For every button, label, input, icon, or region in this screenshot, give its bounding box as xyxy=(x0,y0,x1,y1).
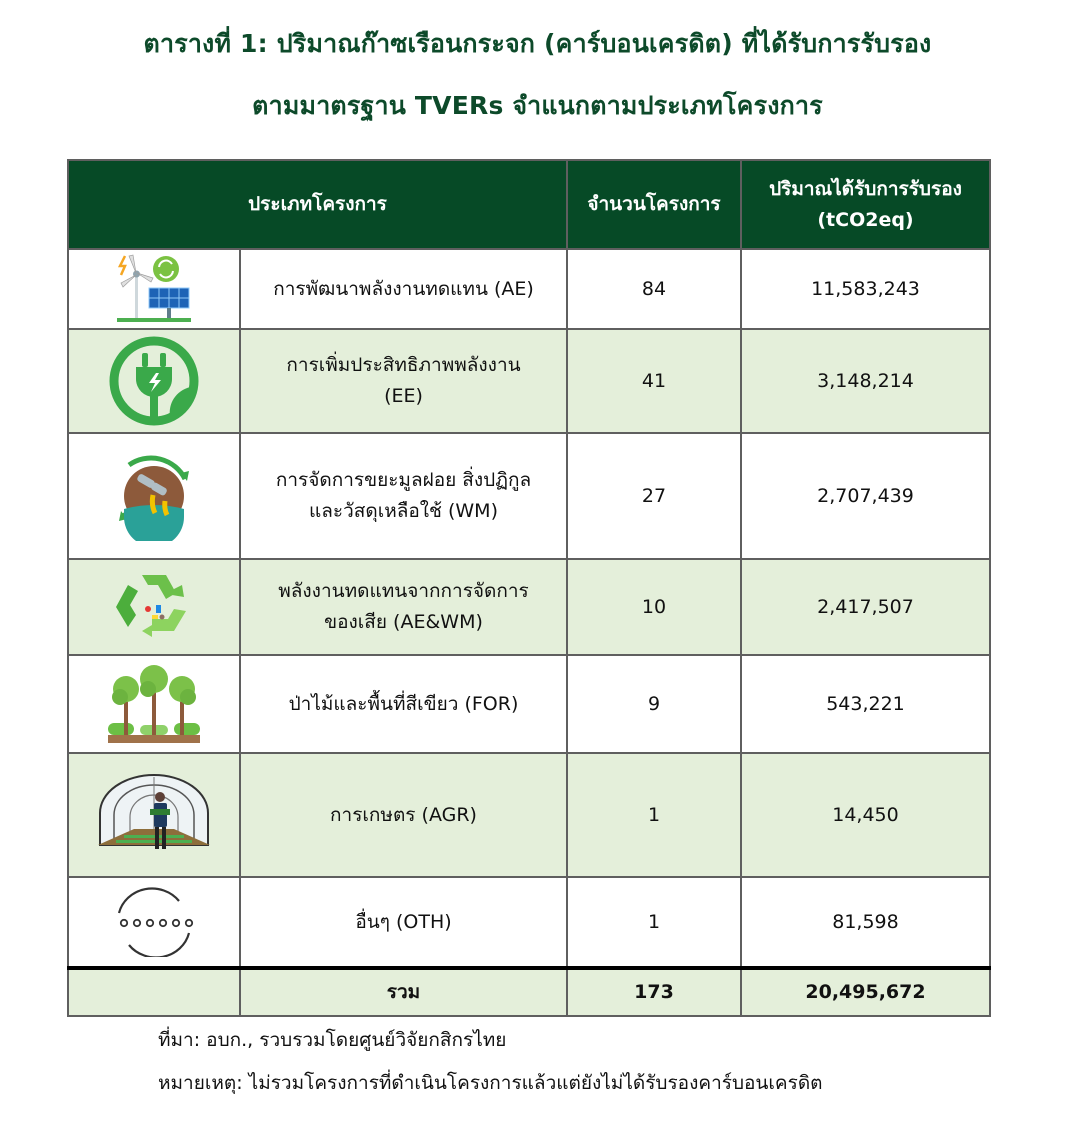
table-row xyxy=(68,753,990,877)
row-count: 1 xyxy=(567,753,741,877)
row-type-line1: การพัฒนาพลังงานทดแทน (AE) xyxy=(273,277,534,300)
header-project-count: จำนวนโครงการ xyxy=(567,160,741,249)
row-amount: 2,707,439 xyxy=(741,433,990,559)
row-type xyxy=(240,559,567,655)
row-type xyxy=(240,433,567,559)
source-note: ที่มา: อบก., รวบรวมโดยศูนย์วิจัยกสิกรไทย xyxy=(158,1029,507,1051)
row-amount: 543,221 xyxy=(741,655,990,753)
row-icon-cell xyxy=(68,753,240,877)
table-row xyxy=(68,249,990,329)
header-project-type: ประเภทโครงการ xyxy=(68,160,567,249)
table-title-line1: ตารางที่ 1: ปริมาณก๊าซเรือนกระจก (คาร์บอนเครดิต) ที่ได้รับการรับรอง xyxy=(143,29,932,58)
row-count: 27 xyxy=(567,433,741,559)
table-header-row xyxy=(68,160,990,249)
row-type xyxy=(240,753,567,877)
row-count: 10 xyxy=(567,559,741,655)
row-icon-cell xyxy=(68,655,240,753)
others-dots-icon xyxy=(109,887,199,957)
waste-management-icon xyxy=(109,451,199,541)
table-row xyxy=(68,433,990,559)
row-type-line1: การเพิ่มประสิทธิภาพพลังงาน xyxy=(286,354,521,376)
total-empty-cell xyxy=(68,968,240,1016)
row-type-line1: การเกษตร (AGR) xyxy=(330,803,477,826)
row-type-line1: ป่าไม้และพื้นที่สีเขียว (FOR) xyxy=(288,692,519,715)
renewable-energy-icon xyxy=(111,252,197,326)
row-type xyxy=(240,329,567,433)
total-count: 173 xyxy=(567,968,741,1016)
recycle-icon xyxy=(112,567,196,647)
table-title-line2: ตามมาตรฐาน TVERs จำแนกตามประเภทโครงการ xyxy=(252,91,823,120)
row-type-line2: และวัสดุเหลือใช้ (WM) xyxy=(309,500,498,522)
row-amount: 2,417,507 xyxy=(741,559,990,655)
row-type xyxy=(240,655,567,753)
remark-note: หมายเหตุ: ไม่รวมโครงการที่ดำเนินโครงการแล้วแต่ยังไม่ได้รับรองคาร์บอนเครดิต xyxy=(158,1072,823,1094)
row-type-line1: การจัดการขยะมูลฝอย สิ่งปฏิกูล xyxy=(275,469,532,491)
row-count: 9 xyxy=(567,655,741,753)
energy-efficiency-plug-icon xyxy=(108,335,200,427)
row-amount: 81,598 xyxy=(741,877,990,968)
table-row xyxy=(68,329,990,433)
header-amount-line1: ปริมาณได้รับการรับรอง xyxy=(769,177,962,200)
greenhouse-farmer-icon xyxy=(94,773,214,857)
row-count: 84 xyxy=(567,249,741,329)
header-amount-line2: (tCO2eq) xyxy=(817,208,914,231)
row-amount: 14,450 xyxy=(741,753,990,877)
table-row xyxy=(68,877,990,968)
row-icon-cell xyxy=(68,559,240,655)
table-row xyxy=(68,559,990,655)
row-type-line1: พลังงานทดแทนจากการจัดการ xyxy=(278,580,529,602)
row-amount: 11,583,243 xyxy=(741,249,990,329)
row-icon-cell xyxy=(68,433,240,559)
row-type xyxy=(240,249,567,329)
row-count: 1 xyxy=(567,877,741,968)
row-type-line1: อื่นๆ (OTH) xyxy=(355,910,452,933)
trees-icon xyxy=(104,663,204,745)
row-icon-cell xyxy=(68,249,240,329)
row-type-line2: ของเสีย (AE&WM) xyxy=(324,611,483,633)
row-type-line2: (EE) xyxy=(384,385,423,407)
row-icon-cell xyxy=(68,329,240,433)
total-label: รวม xyxy=(240,968,567,1016)
row-amount: 3,148,214 xyxy=(741,329,990,433)
total-row xyxy=(68,968,990,1016)
table-row xyxy=(68,655,990,753)
project-type-table xyxy=(67,159,991,1017)
total-amount: 20,495,672 xyxy=(741,968,990,1016)
row-type xyxy=(240,877,567,968)
header-certified-amount xyxy=(741,160,990,249)
row-icon-cell xyxy=(68,877,240,968)
row-count: 41 xyxy=(567,329,741,433)
